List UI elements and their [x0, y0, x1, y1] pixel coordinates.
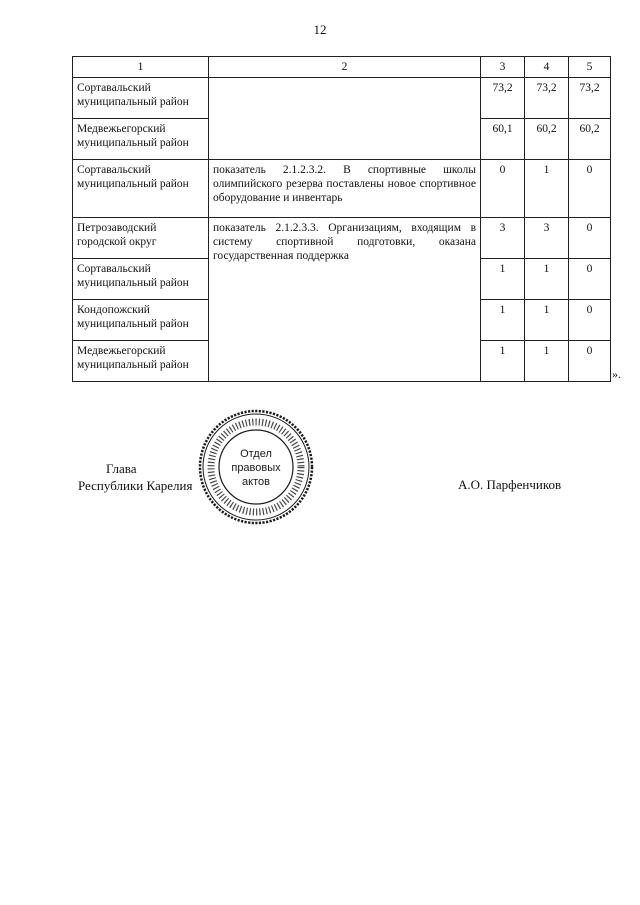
value-cell: 0: [481, 160, 525, 218]
value-cell: 0: [569, 218, 611, 259]
stamp-center-line2: правовых: [231, 462, 281, 474]
value-cell: 73,2: [569, 78, 611, 119]
signatory-title: [78, 460, 192, 494]
indicator-cell: показатель 2.1.2.3.3. Организациям, входящим в систему спортивной подготовки, оказана государственная поддержка: [209, 218, 481, 382]
stamp-center-line3: актов: [242, 476, 270, 488]
value-cell: 1: [481, 259, 525, 300]
official-stamp: [197, 408, 315, 526]
value-cell: 1: [481, 341, 525, 382]
value-cell: 73,2: [481, 78, 525, 119]
value-cell: 1: [525, 160, 569, 218]
closing-quote: ».: [612, 367, 621, 381]
indicator-cell-empty: [209, 78, 481, 160]
value-cell: 0: [569, 300, 611, 341]
value-cell: 0: [569, 259, 611, 300]
table-row: [73, 78, 611, 119]
signatory-title-line1: Глава: [106, 461, 137, 476]
table-row: [73, 218, 611, 259]
value-cell: 3: [481, 218, 525, 259]
value-cell: 60,1: [481, 119, 525, 160]
column-header: 4: [525, 57, 569, 78]
value-cell: 1: [481, 300, 525, 341]
signatory-name: А.О. Парфенчиков: [458, 477, 562, 492]
value-cell: 3: [525, 218, 569, 259]
value-cell: 1: [525, 259, 569, 300]
signatory-title-line2: Республики Карелия: [78, 478, 193, 493]
value-cell: 1: [525, 341, 569, 382]
column-header: 1: [73, 57, 209, 78]
value-cell: 1: [525, 300, 569, 341]
table-row: [73, 160, 611, 218]
value-cell: 73,2: [525, 78, 569, 119]
district-cell: Медвежьегорский муниципальный район: [73, 119, 209, 160]
district-cell: Петрозаводский городской округ: [73, 218, 209, 259]
column-header: 5: [569, 57, 611, 78]
district-cell: Сортавальский муниципальный район: [73, 259, 209, 300]
stamp-center-line1: Отдел: [240, 448, 272, 460]
value-cell: 0: [569, 341, 611, 382]
table-header-row: [73, 57, 611, 78]
value-cell: 60,2: [569, 119, 611, 160]
district-cell: Сортавальский муниципальный район: [73, 160, 209, 218]
district-cell: Медвежьегорский муниципальный район: [73, 341, 209, 382]
column-header: 3: [481, 57, 525, 78]
page-number: 12: [313, 22, 327, 37]
district-cell: Кондопожский муниципальный район: [73, 300, 209, 341]
district-cell: Сортавальский муниципальный район: [73, 78, 209, 119]
column-header: 2: [209, 57, 481, 78]
indicator-cell: показатель 2.1.2.3.2. В спортивные школы олимпийского резерва поставлены новое спортивное оборудование и инвентарь: [209, 160, 481, 218]
value-cell: 60,2: [525, 119, 569, 160]
data-table: [72, 56, 611, 382]
value-cell: 0: [569, 160, 611, 218]
